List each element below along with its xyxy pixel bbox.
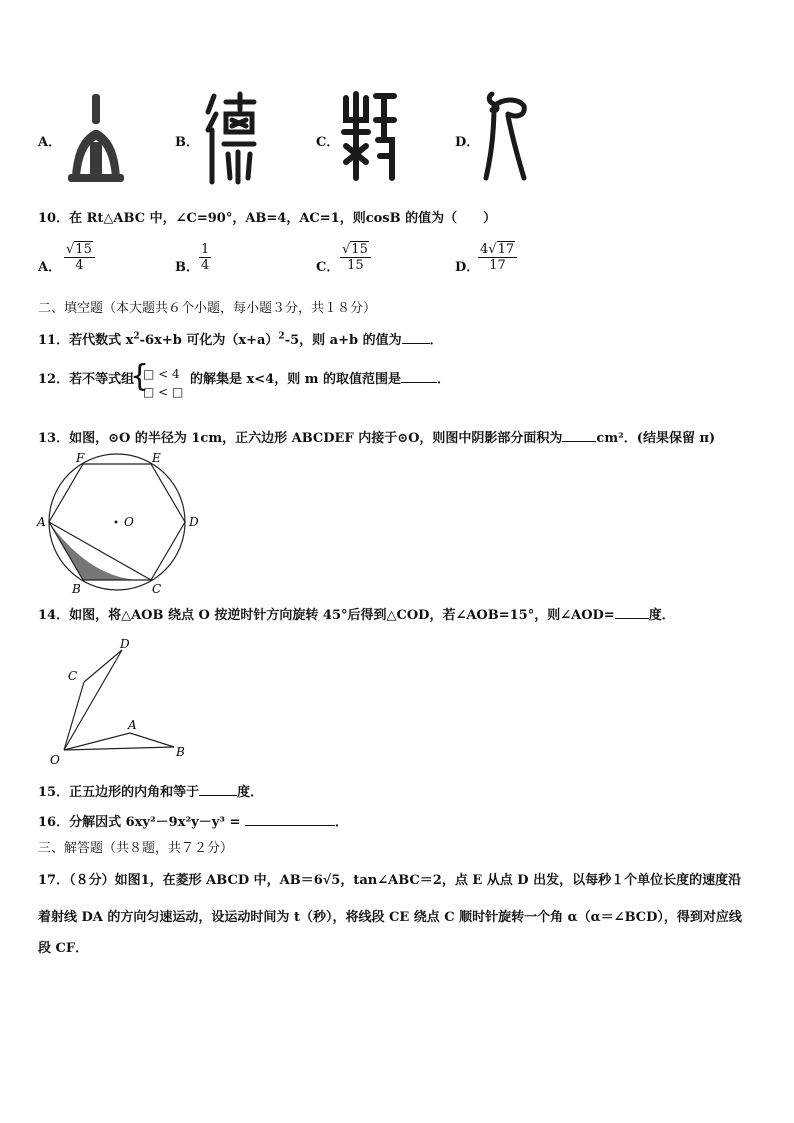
q14-answer-blank[interactable] bbox=[615, 606, 649, 619]
q14-label-d: D bbox=[120, 637, 130, 651]
q13-label-a: A bbox=[37, 515, 46, 529]
q13-label-d: D bbox=[189, 515, 199, 529]
q17-line-3: 段 CF． bbox=[38, 941, 89, 956]
ancient-script-de-icon bbox=[204, 90, 260, 186]
q12-system-brace: { bbox=[130, 359, 150, 394]
q9-option-d-label: D． bbox=[455, 135, 480, 150]
q10-option-c-fraction: $\frac{√15}{15}$ bbox=[340, 242, 371, 273]
q10-option-d-coef: 4 bbox=[480, 242, 489, 257]
q9-option-c-label: C． bbox=[316, 135, 340, 150]
q9-option-a-label: A． bbox=[38, 135, 62, 150]
q14-label-c: C bbox=[68, 669, 78, 683]
q14-stem: 14．如图，将△AOB 绕点 O 按逆时针方向旋转 45°后得到△COD，若∠AOB=15°，则∠AOD= bbox=[38, 608, 615, 623]
q11-answer-blank[interactable] bbox=[402, 331, 430, 344]
ancient-script-li-icon bbox=[66, 92, 126, 184]
section-3-heading: 三、解答题（共８题，共７２分） bbox=[38, 841, 234, 856]
ancient-script-chi-icon bbox=[482, 88, 530, 184]
q14-label-o: O bbox=[50, 753, 60, 767]
q13-label-e: E bbox=[152, 451, 161, 465]
q13-hexagon-figure bbox=[34, 446, 210, 596]
q11-end: ． bbox=[429, 333, 443, 348]
q12-end: ． bbox=[437, 372, 451, 387]
q11-pre: 11．若代数式 x bbox=[38, 333, 134, 348]
q10-option-c-numerator: 15 bbox=[351, 242, 368, 257]
q10-stem: 10．在 Rt△ABC 中，∠C=90°，AB=4，AC=1，则cosB 的值为（ ） bbox=[38, 211, 497, 226]
q15-text bbox=[38, 781, 263, 800]
q10-option-a-denominator: 4 bbox=[75, 258, 84, 273]
q16-end: ． bbox=[334, 815, 348, 830]
q15-answer-blank[interactable] bbox=[199, 783, 237, 796]
q15-end: 度． bbox=[237, 785, 264, 800]
q14-segment-od bbox=[64, 650, 122, 750]
q10-option-a-fraction: $\frac{√15}{4}$ bbox=[64, 242, 95, 273]
q16-text bbox=[38, 811, 348, 830]
section-2-heading: 二、填空题（本大题共６个小题，每小题３分，共１８分） bbox=[38, 301, 377, 316]
q14-end: 度． bbox=[648, 608, 675, 623]
q10-option-b-numerator: 1 bbox=[201, 242, 210, 257]
q12-pre: 12．若不等式组 bbox=[38, 372, 135, 387]
q13-text bbox=[38, 427, 715, 446]
q10-option-c-label: C． bbox=[316, 260, 340, 275]
q10-option-c-denominator: 15 bbox=[347, 258, 364, 273]
q12-answer-blank[interactable] bbox=[401, 370, 437, 383]
q17-line-1: 17．（８分）如图1，在菱形 ABCD 中，AB＝6√5，tan∠ABC＝2，点 E 从点 D 出发，以每秒１个单位长度的速度沿 bbox=[38, 873, 742, 888]
q10-option-a-label: A． bbox=[38, 260, 62, 275]
q10-option-b-denominator: 4 bbox=[201, 258, 210, 273]
q11-sup2: 2 bbox=[278, 331, 285, 342]
q17-line-2: 着射线 DA 的方向匀速运动，设运动时间为 t（秒），将线段 CE 绕点 C 顺时针旋转一个角 α（α＝∠BCD），得到对应线 bbox=[38, 910, 742, 925]
q14-label-a: A bbox=[128, 718, 137, 732]
q11-text bbox=[38, 329, 443, 348]
q10-option-d-label: D． bbox=[455, 260, 480, 275]
q14-segment-cd bbox=[84, 650, 122, 682]
q11-post: -5，则 a+b 的值为 bbox=[284, 333, 402, 348]
q13-label-f: F bbox=[76, 451, 85, 465]
q13-center-dot bbox=[115, 521, 118, 524]
q13-label-c: C bbox=[152, 582, 162, 596]
q11-mid: -6x+b 可化为（x+a） bbox=[139, 333, 279, 348]
q12-system-line-1: □ < 4 bbox=[143, 367, 180, 381]
q14-segment-ob bbox=[64, 747, 174, 750]
q10-option-a-numerator: 15 bbox=[75, 242, 92, 257]
ancient-script-shu-icon bbox=[340, 90, 398, 184]
q11-sup: 2 bbox=[133, 331, 140, 342]
q12-post: 的解集是 x<4，则 m 的取值范围是 bbox=[190, 372, 402, 387]
q10-option-d-fraction: $\frac{4√17}{17}$ bbox=[478, 242, 517, 273]
q13-answer-blank[interactable] bbox=[562, 429, 596, 442]
q14-text bbox=[38, 604, 675, 623]
q16-answer-blank[interactable] bbox=[245, 813, 335, 826]
q12-text bbox=[190, 368, 450, 387]
q14-label-b: B bbox=[176, 745, 185, 759]
q16-stem: 16．分解因式 6xy²－9x²y－y³ = bbox=[38, 815, 241, 830]
q10-option-d-numerator: 17 bbox=[497, 242, 515, 257]
q14-segment-oc bbox=[64, 682, 84, 750]
q14-rotation-figure bbox=[44, 632, 204, 768]
q12-system-line-2: □ < □ bbox=[143, 385, 184, 399]
q13-unit: cm²．(结果保留 π) bbox=[596, 431, 716, 446]
q14-segment-oa bbox=[64, 733, 130, 750]
q10-option-b-label: B． bbox=[175, 260, 199, 275]
q14-segment-ab bbox=[130, 733, 174, 747]
q9-option-b-label: B． bbox=[175, 135, 199, 150]
q13-stem: 13．如图，⊙O 的半径为 1cm，正六边形 ABCDEF 内接于⊙O，则图中阴影部分面积为 bbox=[38, 431, 563, 446]
q13-label-o: O bbox=[124, 515, 134, 529]
q10-option-d-denominator: 17 bbox=[489, 258, 506, 273]
q13-label-b: B bbox=[72, 582, 81, 596]
q15-stem: 15．正五边形的内角和等于 bbox=[38, 785, 200, 800]
q10-option-b-fraction bbox=[199, 242, 211, 273]
